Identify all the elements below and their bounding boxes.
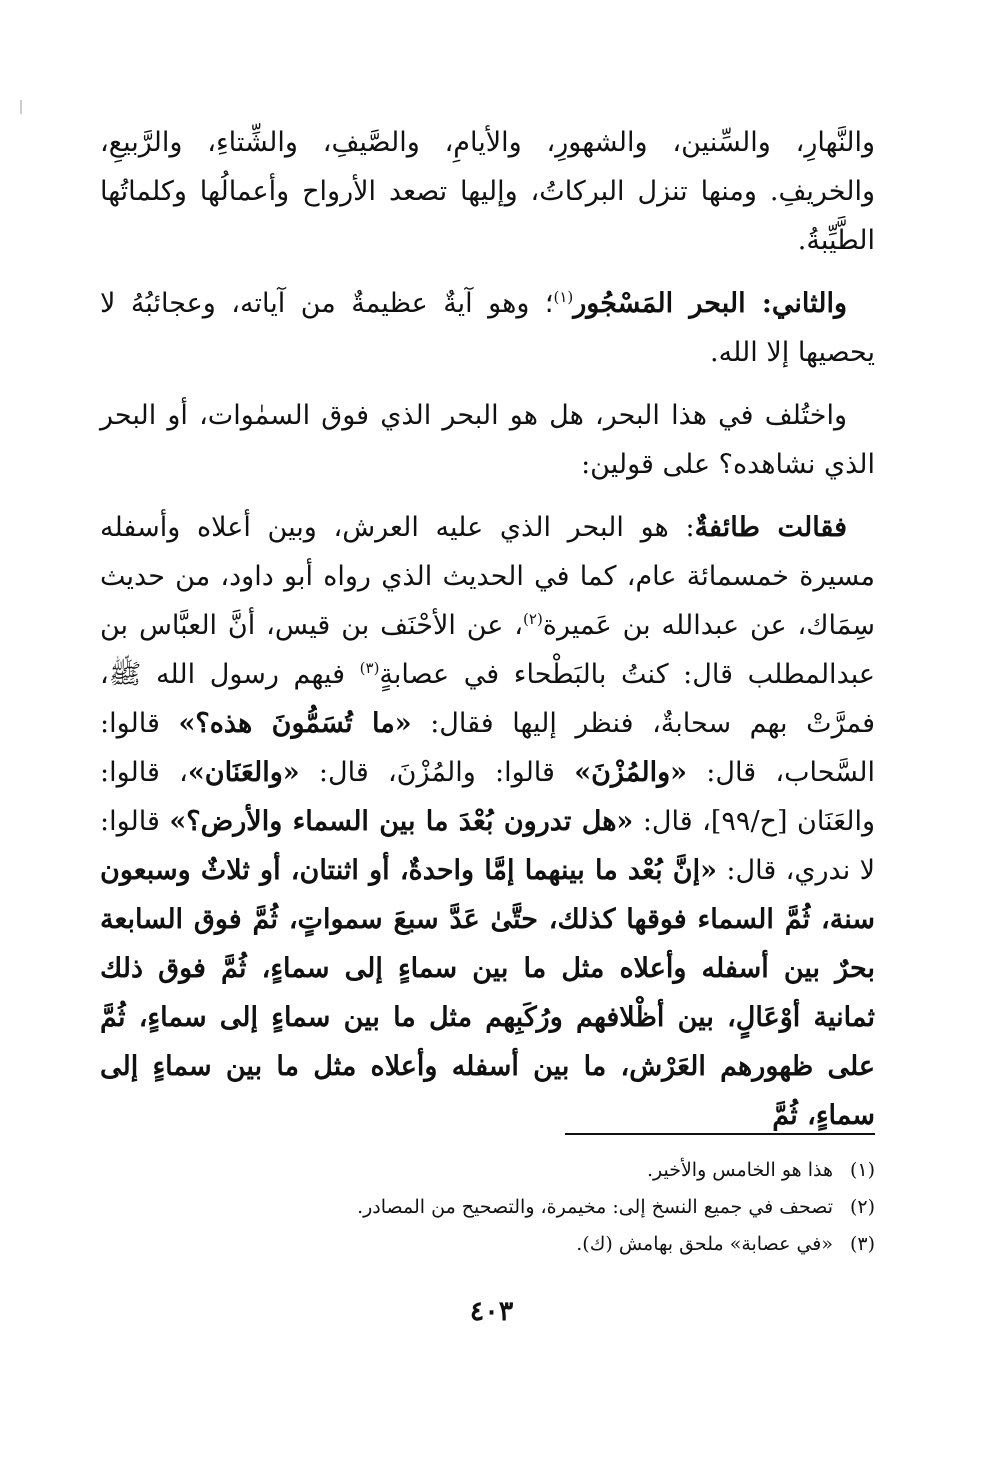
margin-mark — [20, 100, 22, 114]
footnote-reference: (١) — [553, 288, 574, 306]
paragraph — [100, 391, 875, 489]
emphasized-text: فقالت طائفةٌ — [694, 512, 847, 543]
text-segment: قالوا: السَّحاب، قال: — [100, 708, 875, 788]
text-segment: واختُلف في هذا البحر، هل هو البحر الذي فوق السمٰوات، أو البحر الذي نشاهده؟ على قولين: — [100, 400, 875, 480]
text-segment: ، قالوا: والعَنَان [ح/٩٩]، قال: — [100, 757, 875, 837]
footnote — [100, 1152, 875, 1189]
footnote-text: «في عصابة» ملحق بهامش (ك). — [576, 1233, 833, 1255]
footnote-text: هذا هو الخامس والأخير. — [646, 1159, 833, 1181]
page-number: ٤٠٣ — [469, 1296, 514, 1327]
text-segment: ؛ وهو آيةٌ عظيمةٌ من آياته، وعجائبُهُ لا يحصيها إلا الله. — [100, 288, 875, 368]
main-text — [100, 118, 875, 1154]
footnote — [100, 1189, 875, 1226]
footnote-number: (٢) — [849, 1196, 875, 1218]
footnote-number: (١) — [849, 1159, 875, 1181]
footnote — [100, 1226, 875, 1263]
paragraph — [100, 279, 875, 377]
text-segment: قالوا: والمُزْنَ، قال: — [299, 757, 575, 788]
emphasized-text: والثاني: البحر المَسْجُور — [573, 288, 848, 319]
footnote-text: تصحف في جميع النسخ إلى: مخيمرة، والتصحيح من المصادر. — [357, 1196, 833, 1218]
emphasized-text: «والعَنَان» — [187, 757, 300, 788]
emphasized-text: «هل تدرون بُعْدَ ما بين السماء والأرض؟» — [169, 806, 634, 837]
text-segment: فيهم رسول الله ﷺ، فمرَّتْ بهم سحابةٌ، فنظر إليها فقال: — [100, 659, 875, 739]
paragraph — [100, 503, 875, 1140]
text-segment: : هو البحر الذي عليه العرش، وبين أعلاه وأسفله مسيرة خمسمائة عام، كما في الحديث الذي رواه أبو داود، من حديث سِمَاك، عن عبدالله بن عَميرة — [100, 512, 875, 641]
text-segment: ، عن الأحْنَف بن قيس، أنَّ العبَّاس بن عبدالمطلب قال: كنتُ بالبَطْحاء في عصابةٍ — [100, 610, 875, 690]
emphasized-text: «إنَّ بُعْد ما بينهما إمَّا واحدةٌ، أو اثنتان، أو ثلاثٌ وسبعون سنة، ثُمَّ السماء فوقها كذلك، حتَّىٰ عَدَّ سبعَ سمواتٍ، ثُمَّ فوق السابعة بحرٌ بين أسفله وأعلاه مثل ما بين سماءٍ إلى سماءٍ، ثُمَّ فوق ذلك ثمانية أوْعَالٍ، بين أظْلافهم ورُكَبِهم مثل ما بين سماءٍ إلى سماءٍ، ثُمَّ على ظهورهم العَرْش، ما بين أسفله وأعلاه مثل ما بين سماءٍ إلى سماءٍ، ثُمَّ — [100, 855, 875, 1131]
text-segment: قالوا: لا ندري، قال: — [100, 806, 875, 886]
footnote-number: (٣) — [849, 1233, 875, 1255]
emphasized-text: «والمُزْنَ» — [574, 757, 688, 788]
footnotes — [100, 1152, 875, 1263]
emphasized-text: «ما تُسَمُّونَ هذه؟» — [178, 708, 412, 739]
footnote-separator — [565, 1133, 875, 1135]
footnote-reference: (٣) — [359, 659, 380, 677]
paragraph — [100, 118, 875, 265]
text-segment: والنَّهارِ، والسِّنين، والشهورِ، والأيامِ، والصَّيفِ، والشِّتاءِ، والرَّبيعِ، والخريفِ. ومنها تنزل البركاتُ، وإليها تصعد الأرواح وأعمالُها وكلماتُها الطَّيِّبةُ. — [100, 127, 875, 256]
footnote-reference: (٢) — [523, 610, 543, 628]
